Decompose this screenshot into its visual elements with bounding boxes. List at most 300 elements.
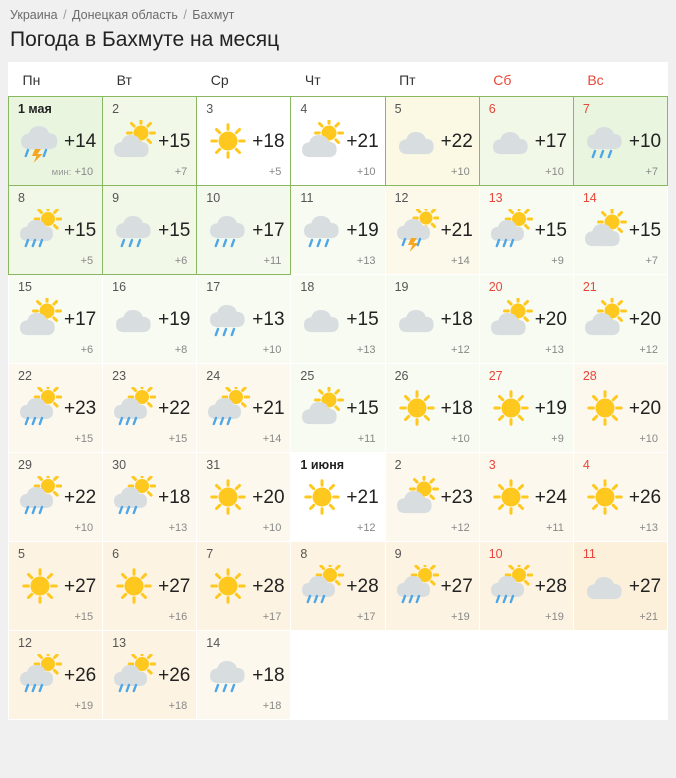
- day-number: 24: [206, 369, 221, 383]
- calendar-body: [9, 97, 668, 720]
- day-cell[interactable]: [385, 364, 479, 453]
- day-cell-content: [480, 453, 573, 541]
- day-number: 15: [18, 280, 32, 294]
- day-cell-content: [386, 542, 479, 630]
- day-number: 3: [206, 102, 214, 116]
- cloud-icon: [583, 565, 627, 609]
- day-cell-content: [9, 364, 102, 452]
- night-temperature: +16: [168, 611, 188, 623]
- day-temperature: +17: [64, 309, 97, 330]
- night-temperature: +7: [645, 166, 658, 178]
- day-cell[interactable]: [103, 453, 197, 542]
- night-temperature: +11: [263, 255, 282, 267]
- day-number: 1 июня: [300, 458, 345, 472]
- cloud-rain-icon: [206, 298, 250, 342]
- day-temperature: +24: [534, 487, 567, 508]
- day-cell-content: [103, 631, 196, 719]
- sun-icon: [583, 476, 627, 520]
- day-number: 11: [582, 547, 596, 561]
- day-cell[interactable]: [197, 186, 291, 275]
- day-forecast-row: [206, 563, 283, 611]
- day-forecast-row: [583, 207, 660, 255]
- day-cell[interactable]: [103, 631, 197, 720]
- day-cell[interactable]: [103, 542, 197, 631]
- day-cell[interactable]: [291, 453, 385, 542]
- night-temperature: +17: [356, 611, 376, 623]
- day-cell[interactable]: [9, 97, 103, 186]
- cloud-rain-icon: [206, 209, 250, 253]
- day-number: 14: [582, 191, 597, 205]
- cloud-sun-rain-icon: [489, 565, 533, 609]
- day-cell-content: [291, 542, 384, 630]
- day-temperature: +15: [158, 220, 191, 241]
- night-temperature: +7: [645, 255, 658, 267]
- day-temperature: +20: [628, 309, 662, 330]
- day-forecast-row: [395, 118, 472, 166]
- day-cell[interactable]: [197, 453, 291, 542]
- night-temperature-value: +10: [74, 166, 94, 178]
- day-forecast-row: [300, 385, 377, 433]
- day-cell-content: [9, 453, 102, 541]
- day-number: 14: [206, 636, 221, 650]
- day-cell-content: [574, 631, 667, 719]
- cloud-rain-icon: [300, 209, 344, 253]
- day-temperature: +15: [158, 131, 191, 152]
- day-temperature: +18: [252, 131, 285, 152]
- day-cell[interactable]: [103, 97, 197, 186]
- day-number: 6: [112, 547, 120, 561]
- day-number: 30: [112, 458, 127, 472]
- day-temperature: +18: [252, 665, 285, 686]
- day-cell[interactable]: [103, 364, 197, 453]
- cloud-sun-rain-icon: [18, 209, 62, 253]
- weekday-header-0: Пн: [9, 62, 103, 97]
- day-temperature: +18: [440, 398, 473, 419]
- night-temperature: +18: [262, 700, 282, 712]
- day-cell-content: [480, 542, 573, 630]
- day-forecast-row: [18, 652, 95, 700]
- day-forecast-row: [583, 474, 660, 522]
- day-cell[interactable]: [573, 97, 667, 186]
- day-cell-content: [103, 186, 196, 274]
- day-forecast-row: [112, 474, 189, 522]
- day-cell[interactable]: [479, 542, 573, 631]
- cloud-sun-rain-icon: [112, 476, 156, 520]
- day-cell[interactable]: [479, 364, 573, 453]
- day-cell-content: [386, 275, 479, 363]
- day-number: 1 мая: [18, 102, 52, 116]
- day-temperature: +27: [158, 576, 191, 597]
- night-temperature: +12: [451, 522, 470, 534]
- day-cell-content: [197, 275, 290, 363]
- min-label: мин:: [51, 167, 72, 178]
- sun-icon: [206, 120, 250, 164]
- day-cell-content: [291, 631, 384, 719]
- day-number: 6: [488, 102, 496, 116]
- day-cell[interactable]: [197, 275, 291, 364]
- day-cell[interactable]: [385, 275, 479, 364]
- day-forecast-row: [18, 207, 95, 255]
- day-number: 27: [488, 369, 503, 383]
- night-temperature: +10: [545, 166, 564, 178]
- day-temperature: +22: [64, 487, 97, 508]
- day-cell-empty: [479, 631, 573, 720]
- day-number: 22: [18, 369, 32, 383]
- weekday-header-2: Ср: [197, 62, 291, 97]
- day-cell-content: [386, 453, 479, 541]
- day-number: 11: [300, 191, 314, 205]
- cloud-sun-icon: [300, 120, 344, 164]
- night-temperature: +17: [262, 611, 282, 623]
- breadcrumb-separator: /: [183, 8, 187, 22]
- night-temperature: +13: [356, 344, 376, 356]
- day-cell-empty: [291, 631, 385, 720]
- cloud-sun-icon: [583, 298, 627, 342]
- day-number: 26: [394, 369, 409, 383]
- day-forecast-row: [300, 474, 377, 522]
- day-temperature: +27: [64, 576, 97, 597]
- day-forecast-row: [583, 385, 660, 433]
- cloud-sun-rain-icon: [489, 209, 533, 253]
- day-temperature: +27: [628, 576, 662, 597]
- cloud-sun-rain-icon: [300, 565, 344, 609]
- cloud-rain-icon: [583, 120, 627, 164]
- calendar-week-row: [9, 97, 668, 186]
- day-temperature: +23: [64, 398, 97, 419]
- calendar-week-row: [9, 453, 668, 542]
- day-number: 31: [206, 458, 221, 472]
- sun-icon: [395, 387, 439, 431]
- day-forecast-row: [489, 296, 566, 344]
- breadcrumb-separator: /: [63, 8, 67, 22]
- day-temperature: +27: [440, 576, 473, 597]
- day-cell-content: [103, 275, 196, 363]
- sun-icon: [489, 476, 533, 520]
- day-number: 4: [582, 458, 590, 472]
- day-temperature: +10: [628, 131, 662, 152]
- weekday-header-1: Вт: [103, 62, 197, 97]
- sun-icon: [206, 565, 250, 609]
- day-forecast-row: [395, 207, 472, 255]
- cloud-icon: [395, 298, 439, 342]
- day-number: 13: [112, 636, 127, 650]
- day-number: 16: [112, 280, 127, 294]
- day-forecast-row: [489, 207, 566, 255]
- day-number: 10: [488, 547, 503, 561]
- cloud-sun-rain-icon: [18, 476, 62, 520]
- month-calendar: [8, 62, 668, 720]
- cloud-sun-icon: [395, 476, 439, 520]
- day-cell[interactable]: [385, 453, 479, 542]
- day-forecast-row: [206, 118, 283, 166]
- day-number: 9: [394, 547, 402, 561]
- cloud-sun-rain-icon: [395, 565, 439, 609]
- day-temperature: +28: [534, 576, 567, 597]
- cloud-sun-thunder-icon: [395, 209, 439, 253]
- page-title: Погода в Бахмуте на месяц: [10, 28, 280, 51]
- day-temperature: +23: [440, 487, 473, 508]
- breadcrumb-item-region[interactable]: Донецкая область: [72, 8, 178, 22]
- day-number: 7: [206, 547, 214, 561]
- day-cell[interactable]: [479, 97, 573, 186]
- day-cell-content: [9, 275, 102, 363]
- sun-icon: [112, 565, 156, 609]
- day-cell[interactable]: [291, 186, 385, 275]
- night-temperature: +21: [639, 611, 658, 623]
- night-temperature: +15: [74, 433, 94, 445]
- day-temperature: +19: [346, 220, 379, 241]
- day-cell-content: [197, 631, 290, 719]
- night-temperature: +12: [639, 344, 658, 356]
- sun-icon: [206, 476, 250, 520]
- weekday-header-row: [9, 62, 668, 97]
- day-cell-content: [386, 97, 479, 185]
- weekday-header-5: Сб: [479, 62, 573, 97]
- cloud-rain-icon: [206, 654, 250, 698]
- day-forecast-row: [300, 563, 377, 611]
- night-temperature: +13: [168, 522, 188, 534]
- day-cell-content: [480, 97, 573, 185]
- day-cell-content: [197, 542, 290, 630]
- day-cell[interactable]: [9, 186, 103, 275]
- night-temperature: +8: [174, 344, 188, 356]
- day-cell-content: [574, 542, 667, 630]
- day-temperature: +26: [64, 665, 97, 686]
- day-forecast-row: [395, 563, 472, 611]
- day-temperature: +26: [628, 487, 662, 508]
- night-temperature: +15: [168, 433, 188, 445]
- day-cell-content: [103, 364, 196, 452]
- day-temperature: +20: [534, 309, 567, 330]
- day-number: 13: [488, 191, 503, 205]
- day-cell[interactable]: [479, 453, 573, 542]
- breadcrumb: [0, 0, 676, 24]
- day-temperature: +19: [534, 398, 567, 419]
- day-forecast-row: [395, 474, 472, 522]
- day-cell[interactable]: [9, 542, 103, 631]
- day-forecast-row: [300, 207, 377, 255]
- day-cell[interactable]: [197, 542, 291, 631]
- day-cell-content: [291, 186, 384, 274]
- day-cell-content: [197, 364, 290, 452]
- night-temperature: +19: [545, 611, 564, 623]
- night-temperature: +10: [74, 522, 94, 534]
- day-number: 12: [18, 636, 32, 650]
- night-temperature: +14: [262, 433, 282, 445]
- day-forecast-row: [583, 563, 660, 611]
- day-temperature: +15: [534, 220, 567, 241]
- weekday-header-6: Вс: [573, 62, 667, 97]
- day-number: 10: [206, 191, 221, 205]
- day-cell-content: [291, 275, 384, 363]
- day-temperature: +26: [158, 665, 191, 686]
- night-temperature: +14: [451, 255, 470, 267]
- day-cell[interactable]: [9, 364, 103, 453]
- day-forecast-row: [489, 118, 566, 166]
- day-forecast-row: [206, 474, 283, 522]
- day-cell[interactable]: [573, 542, 667, 631]
- day-cell-content: [386, 186, 479, 274]
- day-cell[interactable]: [9, 275, 103, 364]
- day-cell[interactable]: [291, 542, 385, 631]
- night-temperature: +10: [639, 433, 658, 445]
- day-number: 7: [582, 102, 590, 116]
- night-temperature: [18, 166, 95, 179]
- day-cell[interactable]: [385, 97, 479, 186]
- breadcrumb-item-country[interactable]: Украина: [10, 8, 58, 22]
- day-cell[interactable]: [385, 186, 479, 275]
- day-temperature: +21: [252, 398, 285, 419]
- day-forecast-row: [112, 652, 189, 700]
- cloud-rain-thunder-icon: [18, 120, 62, 164]
- day-cell[interactable]: [573, 453, 667, 542]
- day-number: 3: [488, 458, 496, 472]
- day-forecast-row: [395, 385, 472, 433]
- day-number: 9: [112, 191, 120, 205]
- day-temperature: +15: [64, 220, 97, 241]
- day-number: 20: [488, 280, 503, 294]
- day-cell[interactable]: [103, 186, 197, 275]
- cloud-icon: [395, 120, 439, 164]
- day-cell-empty: [573, 631, 667, 720]
- day-forecast-row: [18, 296, 95, 344]
- day-temperature: +19: [158, 309, 191, 330]
- day-cell-content: [480, 364, 573, 452]
- day-temperature: +18: [158, 487, 191, 508]
- cloud-icon: [112, 298, 156, 342]
- cloud-sun-icon: [489, 298, 533, 342]
- day-temperature: +13: [252, 309, 285, 330]
- day-cell[interactable]: [9, 631, 103, 720]
- sun-icon: [583, 387, 627, 431]
- night-temperature: +18: [168, 700, 188, 712]
- day-temperature: +18: [440, 309, 473, 330]
- day-number: 19: [394, 280, 409, 294]
- day-temperature: +22: [158, 398, 191, 419]
- night-temperature: +19: [451, 611, 470, 623]
- day-temperature: +17: [252, 220, 285, 241]
- day-cell-content: [103, 453, 196, 541]
- cloud-sun-icon: [18, 298, 62, 342]
- cloud-sun-rain-icon: [112, 387, 156, 431]
- cloud-sun-icon: [112, 120, 156, 164]
- night-temperature: +5: [268, 166, 282, 178]
- calendar-week-row: [9, 364, 668, 453]
- day-cell[interactable]: [197, 631, 291, 720]
- breadcrumb-item-city[interactable]: Бахмут: [192, 8, 235, 22]
- night-temperature: +10: [451, 166, 470, 178]
- calendar-week-row: [9, 275, 668, 364]
- day-number: 12: [394, 191, 409, 205]
- day-number: 8: [18, 191, 25, 205]
- day-number: 28: [582, 369, 597, 383]
- day-cell-content: [9, 542, 102, 630]
- day-cell-content: [197, 97, 290, 185]
- day-forecast-row: [489, 563, 566, 611]
- day-forecast-row: [112, 118, 189, 166]
- day-cell-content: [9, 186, 102, 274]
- day-temperature: +15: [346, 398, 379, 419]
- day-cell-content: [574, 364, 667, 452]
- day-cell[interactable]: [479, 275, 573, 364]
- day-cell-content: [574, 275, 667, 363]
- day-number: 25: [300, 369, 315, 383]
- day-cell[interactable]: [103, 275, 197, 364]
- day-forecast-row: [300, 296, 377, 344]
- day-cell[interactable]: [573, 275, 667, 364]
- day-cell[interactable]: [479, 186, 573, 275]
- calendar-week-row: [9, 542, 668, 631]
- day-number: 2: [112, 102, 120, 116]
- day-temperature: +15: [628, 220, 662, 241]
- day-forecast-row: [206, 296, 283, 344]
- cloud-sun-rain-icon: [18, 387, 62, 431]
- night-temperature: +10: [262, 344, 282, 356]
- night-temperature: +10: [262, 522, 282, 534]
- night-temperature: +15: [74, 611, 94, 623]
- weekday-header-3: Чт: [291, 62, 385, 97]
- night-temperature: +9: [551, 433, 564, 445]
- day-cell[interactable]: [573, 364, 667, 453]
- day-forecast-row: [300, 118, 377, 166]
- day-cell[interactable]: [385, 542, 479, 631]
- day-cell[interactable]: [291, 275, 385, 364]
- night-temperature: +6: [80, 344, 94, 356]
- day-cell[interactable]: [9, 453, 103, 542]
- cloud-sun-icon: [300, 387, 344, 431]
- day-cell[interactable]: [197, 364, 291, 453]
- day-temperature: +21: [346, 131, 379, 152]
- day-number: 5: [394, 102, 402, 116]
- day-forecast-row: [112, 296, 189, 344]
- day-cell-content: [574, 453, 667, 541]
- day-forecast-row: [112, 385, 189, 433]
- calendar-week-row: [9, 631, 668, 720]
- day-cell-content: [291, 453, 384, 541]
- day-number: 2: [394, 458, 402, 472]
- day-cell-content: [480, 186, 573, 274]
- night-temperature: +7: [174, 166, 188, 178]
- day-cell-content: [386, 364, 479, 452]
- day-cell[interactable]: [197, 97, 291, 186]
- cloud-icon: [489, 120, 533, 164]
- sun-icon: [18, 565, 62, 609]
- night-temperature: +5: [80, 255, 94, 267]
- day-number: 18: [300, 280, 315, 294]
- day-cell[interactable]: [291, 364, 385, 453]
- day-forecast-row: [206, 652, 283, 700]
- calendar-week-row: [9, 186, 668, 275]
- day-temperature: +20: [628, 398, 662, 419]
- day-cell-content: [574, 186, 667, 274]
- weekday-header-4: Пт: [385, 62, 479, 97]
- day-cell[interactable]: [573, 186, 667, 275]
- night-temperature: +9: [551, 255, 564, 267]
- day-cell-content: [480, 275, 573, 363]
- day-number: 29: [18, 458, 32, 472]
- night-temperature: +10: [451, 433, 470, 445]
- day-number: 5: [18, 547, 25, 561]
- night-temperature: +10: [356, 166, 376, 178]
- day-cell[interactable]: [291, 97, 385, 186]
- cloud-sun-rain-icon: [18, 654, 62, 698]
- day-cell-content: [291, 97, 384, 185]
- cloud-sun-rain-icon: [206, 387, 250, 431]
- night-temperature: +13: [639, 522, 658, 534]
- day-temperature: +14: [64, 131, 97, 152]
- day-forecast-row: [395, 296, 472, 344]
- cloud-icon: [300, 298, 344, 342]
